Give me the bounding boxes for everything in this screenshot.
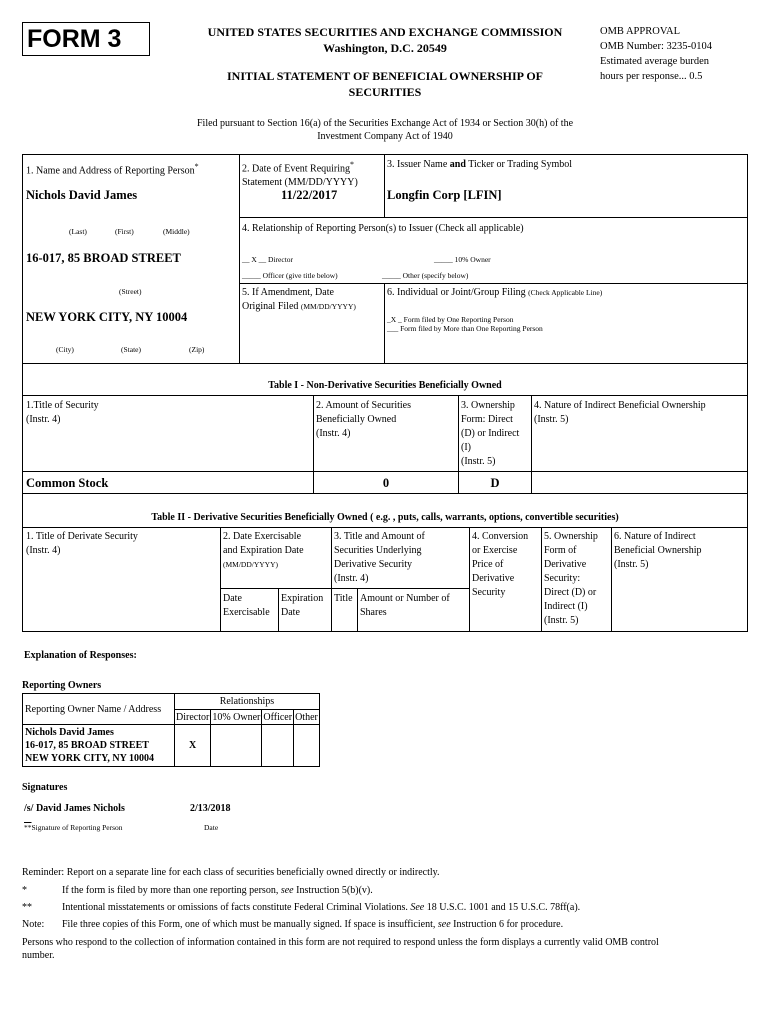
persons-respond: Persons who respond to the collection of information contained in this form are not required to respond unless the form displays a currently valid OMB control number. <box>22 937 659 961</box>
statement-title <box>165 68 605 100</box>
statement-title-line2: SECURITIES <box>348 85 422 99</box>
t2-underlying-amount: Amount or Number of Shares <box>360 593 450 618</box>
t1-row-amount: 0 <box>382 476 390 490</box>
table-1 <box>22 363 748 494</box>
reporting-section <box>22 154 748 364</box>
omb-hours: hours per response... 0.5 <box>600 71 703 82</box>
name-label: 1. Name and Address of Reporting Person* <box>26 162 199 177</box>
ro-relationships: Relationships <box>175 694 320 710</box>
signatures-heading: Signatures <box>22 782 68 793</box>
agency-location: Washington, D.C. 20549 <box>323 41 447 55</box>
ro-officer-cell <box>262 725 294 767</box>
other-checkbox[interactable]: _____ Other (specify below) <box>382 271 469 280</box>
date-label: Date <box>204 823 219 832</box>
director-checkbox[interactable]: __ X __ Director <box>242 255 294 264</box>
ro-col-name: Reporting Owner Name / Address <box>23 694 175 725</box>
last-label: (Last) <box>69 227 87 236</box>
table-2-title: Table II - Derivative Securities Beneficially Owned ( e.g. , puts, calls, warrants, options, convertible securities) <box>151 512 619 523</box>
t2-underlying-title: Title <box>334 593 353 604</box>
filed-pursuant <box>160 117 610 143</box>
street-label: (Street) <box>119 287 142 296</box>
ro-col-director: Director <box>176 711 210 723</box>
officer-checkbox[interactable]: _____ Officer (give title below) <box>242 271 338 280</box>
omb-burden: Estimated average burden <box>600 56 710 67</box>
note-double-star: ** Intentional misstatements or omissions of facts constitute Federal Criminal Violations. See 18 U.S.C. 1001 and 15 U.S.C. 78ff(a). <box>22 902 581 913</box>
omb-approval: OMB APPROVAL <box>600 26 681 37</box>
filed-line2: Investment Company Act of 1940 <box>317 131 453 142</box>
city-state-zip: NEW YORK CITY, NY 10004 <box>26 310 188 324</box>
reporting-person-name: Nichols David James <box>26 188 138 202</box>
note-star: * If the form is filed by more than one reporting person, see Instruction 5(b)(v). <box>22 885 373 896</box>
reminder: Reminder: Report on a separate line for each class of securities beneficially owned directly or indirectly. <box>22 867 440 878</box>
zip-label: (Zip) <box>189 345 205 354</box>
t2-date-exercisable: Date Exercisable <box>223 593 270 618</box>
filing-more-persons[interactable]: ___ Form filed by More than One Reporting Person <box>387 324 543 333</box>
signer-name: /s/ David James Nichols <box>24 803 125 814</box>
middle-label: (Middle) <box>163 227 190 236</box>
table-1-title: Table I - Non-Derivative Securities Beneficially Owned <box>268 380 502 391</box>
t1-row-form: D <box>490 476 500 490</box>
t2-col-title: 1. Title of Derivate Security (Instr. 4) <box>26 531 138 556</box>
ten-pct-owner-checkbox[interactable]: _____ 10% Owner <box>434 255 491 264</box>
ro-owner: Nichols David James 16-017, 85 BROAD STREET NEW YORK CITY, NY 10004 <box>23 725 175 767</box>
ro-other-cell <box>294 725 320 767</box>
t2-expiration-date: Expiration Date <box>281 593 324 618</box>
filed-line1: Filed pursuant to Section 16(a) of the Securities Exchange Act of 1934 or Section 30(h) of the <box>196 118 574 129</box>
ro-director-mark: X <box>175 725 211 767</box>
omb-number: OMB Number: 3235-0104 <box>600 41 712 52</box>
ro-col-other: Other <box>295 711 318 723</box>
t2-col-conversion: 4. Conversion or Exercise Price of Derivative Security <box>472 531 529 598</box>
issuer-name: Longfin Corp [LFIN] <box>387 188 502 202</box>
t2-col-nature: 6. Nature of Indirect Beneficial Ownership (Instr. 5) <box>614 531 702 570</box>
first-label: (First) <box>115 227 134 236</box>
signature-date: 2/13/2018 <box>190 803 231 814</box>
agency-line: UNITED STATES SECURITIES AND EXCHANGE COMMISSION <box>207 25 563 39</box>
omb-approval-block <box>600 24 760 84</box>
ro-col-officer: Officer <box>263 711 293 723</box>
form-title: FORM 3 <box>22 22 150 56</box>
event-date: 11/22/2017 <box>281 188 338 202</box>
t1-row-security: Common Stock <box>26 476 109 490</box>
street-address: 16-017, 85 BROAD STREET <box>26 251 181 265</box>
ro-ten-pct-cell <box>211 725 262 767</box>
event-date-label: 2. Date of Event Requiring* Statement (MM/DD/YYYY) <box>242 160 358 189</box>
t1-col-title: 1.Title of Security (Instr. 4) <box>26 400 99 425</box>
agency-name <box>165 24 605 56</box>
state-label: (State) <box>121 345 141 354</box>
reporting-owners-table <box>22 693 320 767</box>
filing-one-person[interactable]: _X _ Form filed by One Reporting Person <box>387 315 514 324</box>
amendment-label: 5. If Amendment, Date Original Filed (MM/DD/YYYY) <box>242 287 356 312</box>
t1-col-ownership: 3. Ownership Form: Direct (D) or Indirect (I) (Instr. 5) <box>461 400 520 467</box>
issuer-label: 3. Issuer Name and Ticker or Trading Symbol <box>387 159 573 170</box>
note-file-copies: Note: File three copies of this Form, one of which must be manually signed. If space is insufficient, see Instruction 6 for procedure. <box>22 919 564 930</box>
t2-col-dates: 2. Date Exercisable and Expiration Date (MM/DD/YYYY) <box>223 531 304 569</box>
ro-col-ten-pct: 10% Owner <box>212 711 261 723</box>
t1-col-amount: 2. Amount of Securities Beneficially Owned (Instr. 4) <box>316 400 411 439</box>
relationship-label: 4. Relationship of Reporting Person(s) to Issuer (Check all applicable) <box>242 223 524 234</box>
reporting-owners-heading: Reporting Owners <box>22 680 102 691</box>
t1-col-nature: 4. Nature of Indirect Beneficial Ownership (Instr. 5) <box>534 400 706 425</box>
t2-col-underlying: 3. Title and Amount of Securities Underlying Derivative Security (Instr. 4) <box>334 531 425 584</box>
signature-label: **Signature of Reporting Person <box>24 823 123 832</box>
statement-title-line1: INITIAL STATEMENT OF BENEFICIAL OWNERSHIP OF <box>227 69 543 83</box>
explanation-label: Explanation of Responses: <box>24 650 137 661</box>
city-label: (City) <box>56 345 74 354</box>
t2-col-ownership: 5. Ownership Form of Derivative Security: Direct (D) or Indirect (I) (Instr. 5) <box>544 531 598 626</box>
filing-label: 6. Individual or Joint/Group Filing (Check Applicable Line) <box>387 287 603 298</box>
table-2 <box>22 493 748 632</box>
